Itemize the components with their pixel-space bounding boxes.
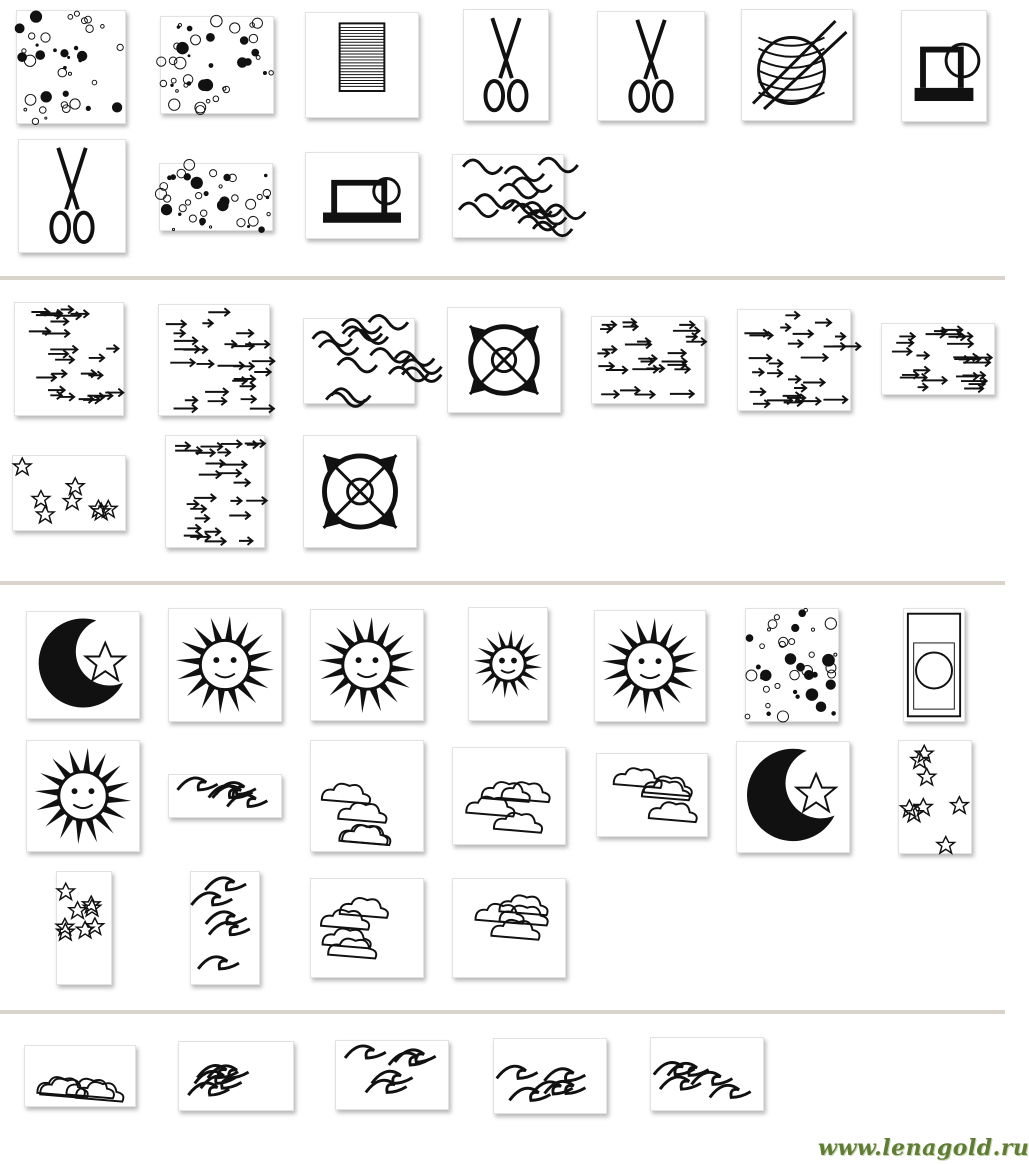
- buttons-pattern-image[interactable]: [16, 10, 126, 124]
- wave-shapes-image[interactable]: [650, 1037, 764, 1111]
- arrow-doodles-image[interactable]: [158, 304, 270, 416]
- ornate-panel-image[interactable]: [903, 608, 965, 722]
- ornate-waves-image[interactable]: [493, 1038, 607, 1114]
- vintage-sewing-machine-image[interactable]: [305, 152, 419, 239]
- compass-rose-image[interactable]: [303, 435, 417, 548]
- crescent-moon-stars-image[interactable]: [736, 741, 850, 853]
- curly-arrows-image[interactable]: [303, 318, 415, 404]
- sunburst-image[interactable]: [26, 740, 140, 852]
- pin-cushion-image[interactable]: [160, 16, 274, 114]
- sketch-arrows-image[interactable]: [881, 323, 995, 395]
- section-divider: [0, 1010, 1005, 1014]
- compass-ornament-image[interactable]: [447, 307, 561, 413]
- hand-drawn-arrows-image[interactable]: [165, 435, 265, 548]
- sewing-tools-image[interactable]: [159, 163, 273, 231]
- section-divider: [0, 581, 1005, 585]
- cloud-wave-pattern-image[interactable]: [24, 1045, 136, 1107]
- tribal-sun-image[interactable]: [310, 609, 424, 721]
- sun-faces-set-image[interactable]: [468, 607, 548, 721]
- yarn-ball-image[interactable]: [741, 9, 853, 121]
- ornate-scissors-image[interactable]: [597, 11, 705, 121]
- weather-clouds-image[interactable]: [452, 747, 566, 845]
- great-wave-image[interactable]: [178, 1041, 294, 1111]
- sun-snow-weather-image[interactable]: [310, 878, 424, 978]
- hearts-stars-doodles-image[interactable]: [12, 455, 126, 531]
- speech-bubble-arrows-image[interactable]: [737, 309, 851, 411]
- sun-moon-star-icons-image[interactable]: [745, 608, 839, 722]
- wave-sketches-image[interactable]: [335, 1040, 449, 1110]
- section-divider: [0, 276, 1005, 280]
- sun-face-ornament-image[interactable]: [168, 608, 282, 722]
- cloud-sketches-image[interactable]: [596, 753, 708, 837]
- crescent-star-image[interactable]: [26, 611, 140, 719]
- stars-ribbon-image[interactable]: [56, 871, 112, 985]
- treadle-sewing-machine-image[interactable]: [901, 10, 987, 122]
- shooting-star-image[interactable]: [898, 740, 972, 854]
- sewing-sketches-image[interactable]: [452, 154, 564, 238]
- watermark-text: www.lenagold.ru: [818, 1135, 1029, 1161]
- sketched-clouds-image[interactable]: [310, 740, 424, 852]
- sun-face-image[interactable]: [594, 610, 706, 722]
- swirling-moon-stars-image[interactable]: [190, 871, 260, 985]
- shears-needle-button-image[interactable]: [18, 139, 126, 253]
- thread-spool-image[interactable]: [305, 12, 419, 118]
- bold-arrows-image[interactable]: [591, 316, 705, 404]
- wind-swirl-image[interactable]: [168, 774, 282, 818]
- scissors-image[interactable]: [463, 9, 549, 121]
- arrow-set-image[interactable]: [14, 302, 124, 416]
- fire-night-weather-image[interactable]: [452, 878, 566, 978]
